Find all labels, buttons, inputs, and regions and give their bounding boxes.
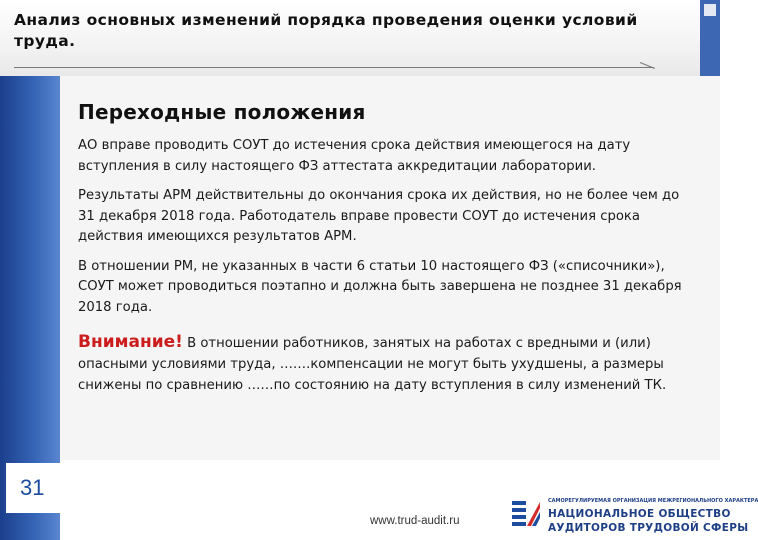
section-heading: Переходные положения bbox=[78, 100, 366, 124]
attention-word: Внимание! bbox=[78, 332, 183, 352]
slide-number: 31 bbox=[20, 475, 45, 500]
logo-name-line-2: АУДИТОРОВ ТРУДОВОЙ СФЕРЫ bbox=[548, 522, 749, 534]
footer-url[interactable]: www.trud-audit.ru bbox=[370, 515, 460, 527]
slide-title: Анализ основных изменений порядка проведения оценки условий труда. bbox=[14, 11, 638, 50]
slide-content bbox=[78, 76, 698, 396]
slide-header bbox=[0, 0, 720, 76]
logo-name-line-1: НАЦИОНАЛЬНОЕ ОБЩЕСТВО bbox=[548, 508, 731, 520]
title-underline bbox=[14, 67, 654, 68]
logo-small-caption: САМОРЕГУЛИРУЕМАЯ ОРГАНИЗАЦИЯ МЕЖРЕГИОНАЛЬНОГО ХАРАКТЕРА bbox=[548, 498, 758, 504]
corner-square bbox=[704, 4, 716, 16]
paragraph-arm-results: Результаты АРМ действительны до окончания срока их действия, но не более чем до 31 декабря 2018 года. Работодатель вправе провести СОУТ до истечения срока действия имеющихся результатов АРМ. bbox=[78, 188, 680, 244]
paragraph-accreditation: АО вправе проводить СОУТ до истечения срока действия имеющегося на дату вступления в силу настоящего ФЗ аттестата аккредитации лаборатории. bbox=[78, 138, 631, 174]
organization-logo-icon bbox=[510, 498, 542, 530]
paragraph-listed-workplaces: В отношении РМ, не указанных в части 6 статьи 10 настоящего ФЗ («списочники»), СОУТ может проводиться поэтапно и должна быть завершена не позднее 31 декабря 2018 года. bbox=[78, 258, 682, 315]
attention-text: В отношении работников, занятых на работах с вредными и (или) опасными условиями труда, …….компенсации не могут быть ухудшены, а размеры снижены по сравнению ……по состоянию на дату вступления в силу изменений ТК. bbox=[78, 336, 667, 393]
attention-paragraph bbox=[78, 332, 698, 396]
corner-accent bbox=[700, 0, 720, 76]
